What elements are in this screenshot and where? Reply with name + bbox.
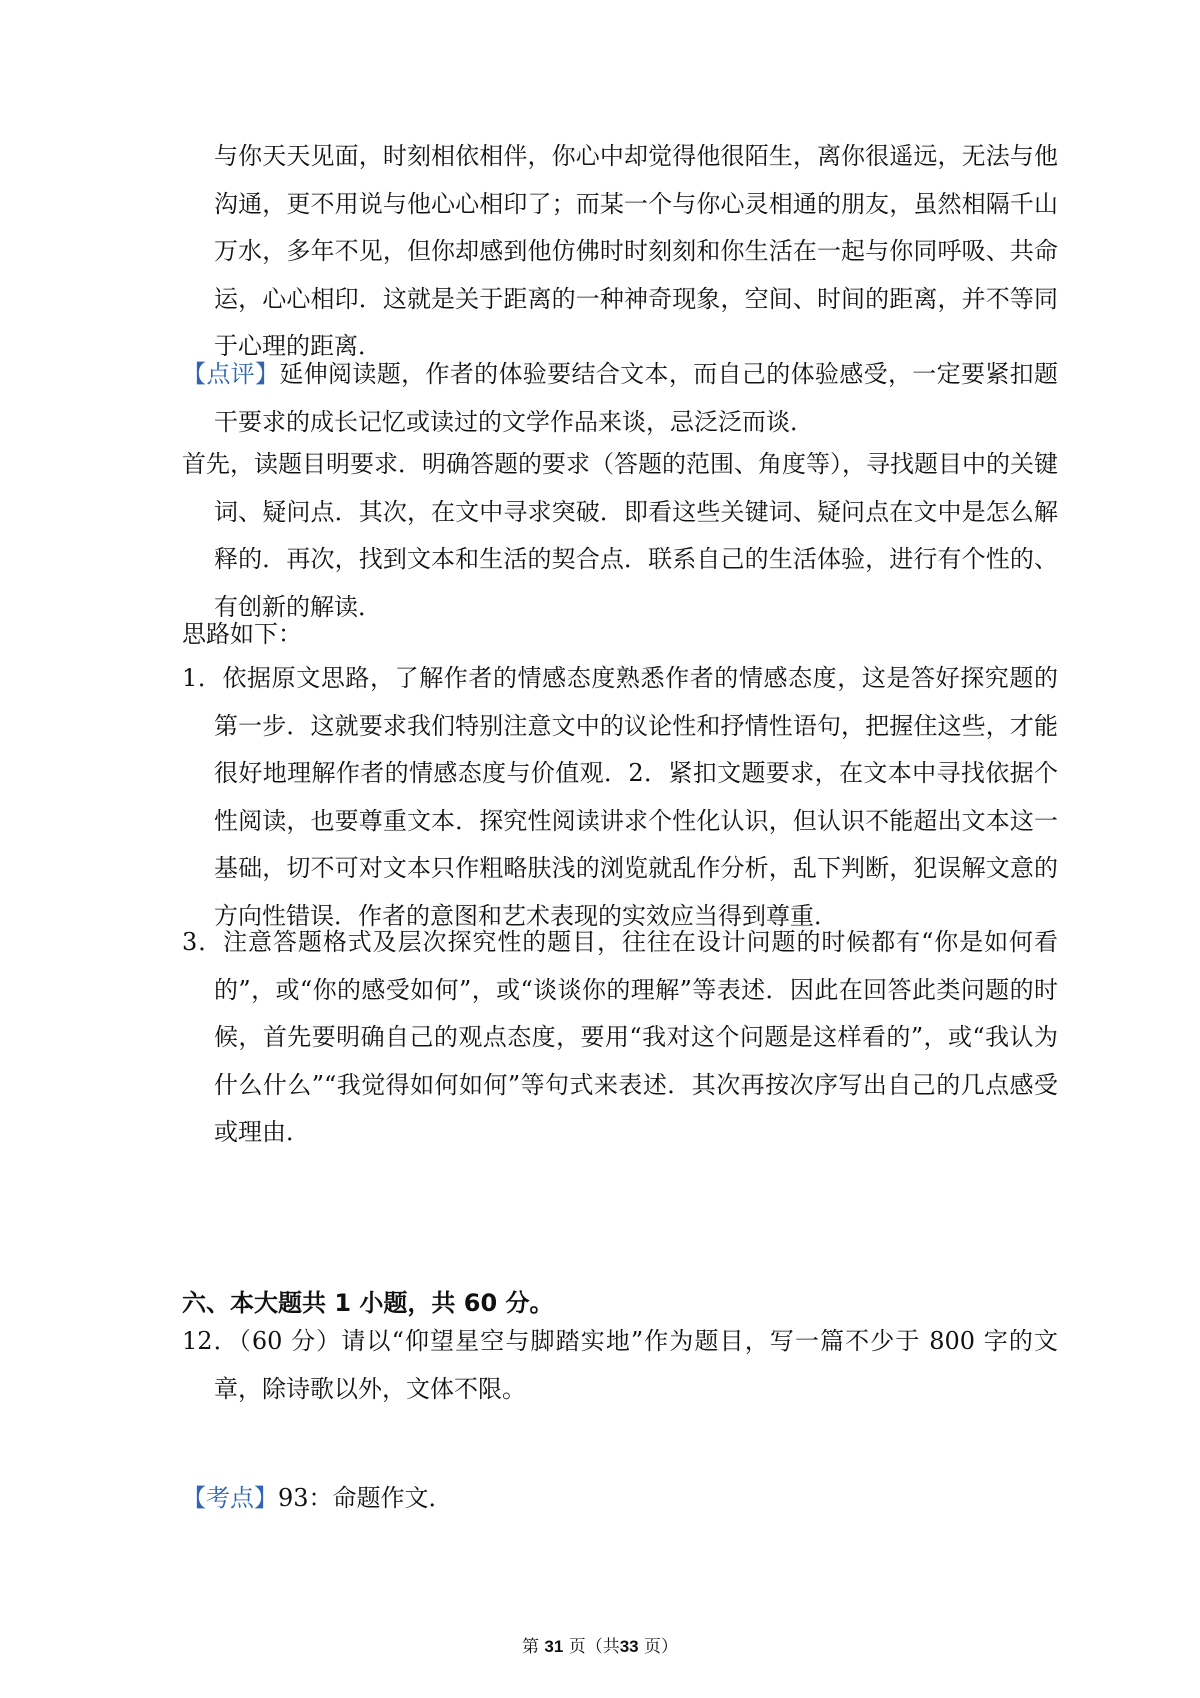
page-footer (0, 1632, 1200, 1657)
review-paragraph (182, 351, 1058, 446)
kaodian-text: 93：命题作文． (278, 1484, 453, 1512)
footer-suffix: 页） (644, 1637, 679, 1657)
question-text: 12．（60 分）请以“仰望星空与脚踏实地”作为题目，写一篇不少于 800 字的文章，除诗歌以外，文体不限。 (182, 1327, 1058, 1403)
method-paragraph (182, 441, 1058, 631)
ideas-title-text: 思路如下： (182, 620, 302, 648)
continuation-paragraph (182, 133, 1058, 371)
question-paragraph (182, 1318, 1058, 1413)
kaodian-tag: 【考点】 (182, 1484, 278, 1512)
point-3-text: 3．注意答题格式及层次探究性的题目，往往在设计问题的时候都有“你是如何看的”，或“你的感受如何”，或“谈谈你的理解”等表述．因此在回答此类问题的时候，首先要明确自己的观点态度，要用“我对这个问题是这样看的”，或“我认为什么什么”“我觉得如何如何”等句式来表述．其次再按次序写出自己的几点感受或理由． (182, 928, 1058, 1146)
footer-prefix: 第 (521, 1637, 539, 1657)
footer-page-number: 31 (544, 1637, 564, 1656)
ideas-title (182, 611, 1026, 659)
continuation-text: 与你天天见面，时刻相依相伴，你心中却觉得他很陌生，离你很遥远，无法与他沟通，更不用说与他心心相印了；而某一个与你心灵相通的朋友，虽然相隔千山万水，多年不见，但你却感到他仿佛时时刻刻和你生活在一起与你同呼吸、共命运，心心相印．这就是关于距离的一种神奇现象，空间、时间的距离，并不等同于心理的距离． (214, 142, 1058, 360)
point-3-paragraph (182, 919, 1058, 1157)
point-1-paragraph (182, 655, 1058, 940)
footer-total-pages: 33 (619, 1637, 639, 1656)
review-text: 延伸阅读题，作者的体验要结合文本，而自己的体验感受，一定要紧扣题干要求的成长记忆或读过的文学作品来谈，忌泛泛而谈． (214, 360, 1059, 436)
review-tag: 【点评】 (182, 360, 280, 388)
section-heading: 六、本大题共 1 小题，共 60 分。 (182, 1289, 554, 1317)
footer-middle: 页（共 (568, 1637, 620, 1657)
point-1-text: 1．依据原文思路，了解作者的情感态度熟悉作者的情感态度，这是答好探究题的第一步．这就要求我们特别注意文中的议论性和抒情性语句，把握住这些，才能很好地理解作者的情感态度与价值观．2．紧扣文题要求，在文本中寻找依据个性阅读，也要尊重文本．探究性阅读讲求个性化认识，但认识不能超出文本这一基础，切不可对文本只作粗略肤浅的浏览就乱作分析，乱下判断，犯误解文意的方向性错误．作者的意图和艺术表现的实效应当得到尊重． (182, 664, 1058, 930)
method-text: 首先，读题目明要求．明确答题的要求（答题的范围、角度等），寻找题目中的关键词、疑问点．其次，在文中寻求突破．即看这些关键词、疑问点在文中是怎么解释的．再次，找到文本和生活的契合点．联系自己的生活体验，进行有个性的、有创新的解读． (182, 450, 1058, 621)
kaodian-paragraph (182, 1475, 1026, 1523)
